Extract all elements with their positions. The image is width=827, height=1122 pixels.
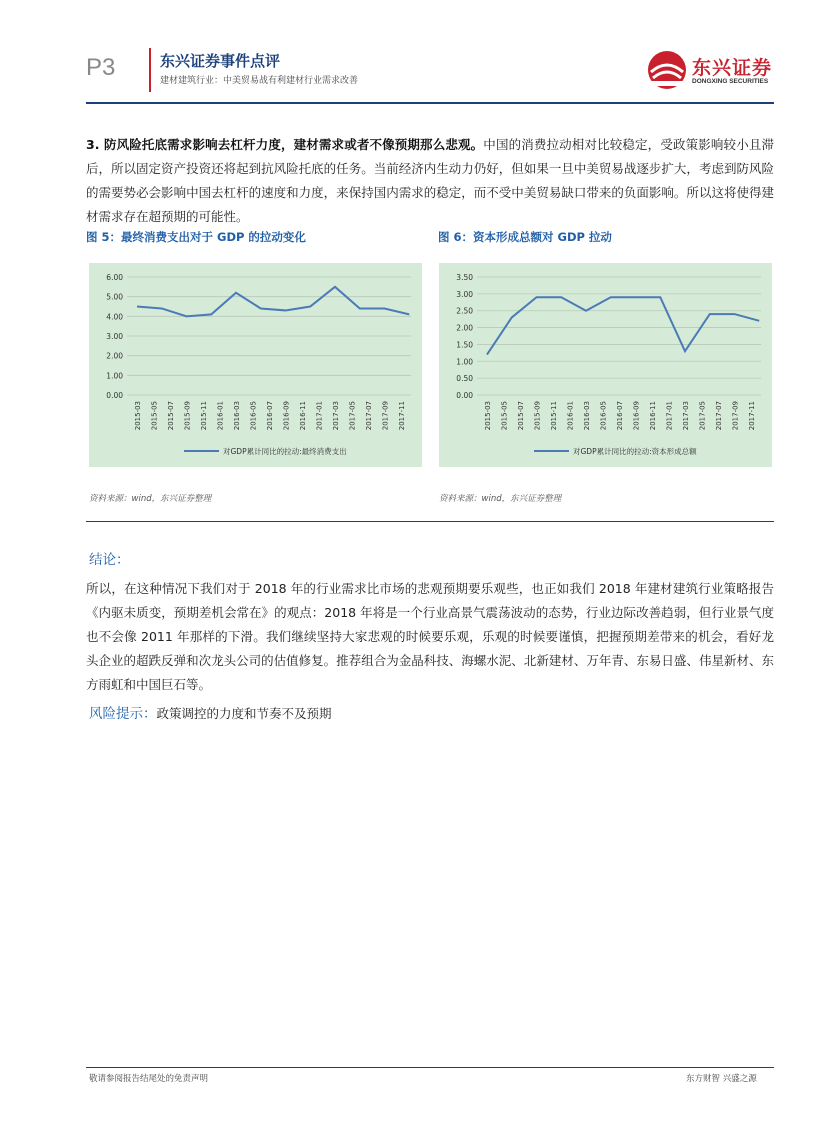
x-tick-label: 2015-05 [150, 401, 159, 431]
x-tick-label: 2017-09 [731, 401, 740, 431]
figure5-source: 资料来源：wind，东兴证券整理 [89, 494, 212, 504]
x-tick-label: 2016-05 [599, 401, 608, 431]
y-tick-label: 6.00 [106, 273, 123, 282]
footer-disclaimer: 敬请参阅报告结尾处的免责声明 [89, 1074, 209, 1084]
y-tick-label: 3.50 [456, 273, 473, 282]
x-tick-label: 2016-01 [216, 401, 225, 431]
logo-wordmark: 东兴证券 [692, 57, 773, 79]
y-tick-label: 3.00 [106, 332, 123, 341]
figure6-chart [439, 263, 772, 467]
x-tick-label: 2016-07 [266, 401, 274, 431]
x-tick-label: 2015-09 [183, 401, 192, 431]
x-tick-label: 2017-01 [315, 401, 324, 431]
figure5-chart [89, 263, 422, 467]
x-tick-label: 2016-07 [616, 401, 624, 431]
header-rule [86, 102, 774, 104]
x-tick-label: 2017-05 [698, 401, 707, 431]
y-tick-label: 5.00 [106, 292, 123, 302]
x-tick-label: 2015-11 [200, 401, 208, 431]
x-tick-label: 2016-01 [566, 401, 575, 431]
y-tick-label: 0.00 [456, 391, 473, 400]
x-tick-label: 2016-03 [583, 401, 591, 431]
x-tick-label: 2017-03 [332, 401, 340, 431]
report-subtitle: 建材建筑行业：中美贸易战有利建材行业需求改善 [160, 76, 359, 86]
page-number: P3 [86, 54, 116, 81]
header-divider [149, 48, 151, 92]
x-tick-label: 2017-05 [348, 401, 357, 431]
y-tick-label: 0.50 [456, 374, 473, 384]
dongxing-logo-icon [645, 48, 691, 92]
report-title: 东兴证券事件点评 [160, 52, 281, 70]
y-tick-label: 1.50 [456, 340, 473, 350]
section3-lead: 3. 防风险托底需求影响去杠杆力度，建材需求或者不像预期那么悲观。 [86, 137, 484, 152]
x-tick-label: 2016-05 [249, 401, 258, 431]
footer-rule [86, 1067, 774, 1068]
x-tick-label: 2015-11 [550, 401, 558, 431]
risk-label: 风险提示： [89, 706, 157, 722]
section3-paragraph [86, 133, 774, 229]
x-tick-label: 2017-07 [715, 401, 723, 431]
x-tick-label: 2016-09 [282, 401, 291, 431]
x-tick-label: 2015-05 [500, 401, 509, 431]
figure5-title: 图 5：最终消费支出对于 GDP 的拉动变化 [86, 230, 306, 244]
x-tick-label: 2015-03 [134, 401, 142, 431]
figure6-title: 图 6：资本形成总额对 GDP 拉动 [438, 230, 612, 244]
y-tick-label: 3.00 [456, 289, 473, 299]
x-tick-label: 2017-01 [665, 401, 674, 431]
x-tick-label: 2015-07 [167, 401, 175, 431]
x-tick-label: 2017-11 [398, 401, 406, 431]
y-tick-label: 2.00 [106, 351, 123, 361]
y-tick-label: 0.00 [106, 391, 123, 400]
figure6-source: 资料来源：wind，东兴证券整理 [439, 494, 562, 504]
x-tick-label: 2015-03 [484, 401, 492, 431]
conclusion-heading: 结论： [89, 552, 130, 568]
x-tick-label: 2017-09 [381, 401, 390, 431]
x-tick-label: 2016-11 [649, 401, 657, 431]
y-tick-label: 2.00 [456, 323, 473, 333]
y-tick-label: 4.00 [106, 312, 123, 322]
series-line [137, 287, 409, 317]
conclusion-paragraph: 所以，在这种情况下我们对于 2018 年的行业需求比市场的悲观预期要乐观些，也正如我们 2018 年建材建筑行业策略报告《内驱未质变，预期差机会常在》的观点：2018 年将是一个行业高景气震荡波动的态势，行业边际改善趋弱，但行业景气度也不会像 2011 年那样的下滑。我们继续坚持大家悲观的时候要乐观，乐观的时候要谨慎，把握预期差带来的机会，看好龙头企业的超跌反弹和次龙头公司的估值修复。推荐组合为金晶科技、海螺水泥、北新建材、万年青、东易日盛、伟星新材、东方雨虹和中国巨石等。 [86, 581, 774, 692]
x-tick-label: 2015-07 [517, 401, 525, 431]
logo-english: DONGXING SECURITIES [692, 78, 769, 85]
legend-label: 对GDP累计同比的拉动:最终消费支出 [223, 447, 347, 456]
section3-body: 中国的消费拉动相对比较稳定，受政策影响较小且滞后，所以固定资产投资还将起到抗风险托底的任务。当前经济内生动力仍好，但如果一旦中美贸易战逐步扩大，考虑到防风险的需要势必会影响中国去杠杆的速度和力度，来保持国内需求的稳定，而不受中美贸易缺口带来的负面影响。所以这将使得建材需求存在超预期的可能性。 [86, 137, 774, 224]
x-tick-label: 2017-11 [748, 401, 756, 431]
x-tick-label: 2015-09 [533, 401, 542, 431]
y-tick-label: 1.00 [106, 371, 123, 381]
x-tick-label: 2017-03 [682, 401, 690, 431]
x-tick-label: 2016-11 [299, 401, 307, 431]
risk-body: 政策调控的力度和节奏不及预期 [156, 706, 332, 721]
y-tick-label: 2.50 [456, 306, 473, 316]
section-rule [86, 521, 774, 522]
series-line [487, 297, 759, 354]
legend-label: 对GDP累计同比的拉动:资本形成总额 [573, 447, 697, 456]
risk-note [89, 702, 332, 722]
x-tick-label: 2017-07 [365, 401, 373, 431]
x-tick-label: 2016-09 [632, 401, 641, 431]
footer-slogan: 东方财智 兴盛之源 [686, 1074, 757, 1084]
y-tick-label: 1.00 [456, 357, 473, 367]
x-tick-label: 2016-03 [233, 401, 241, 431]
